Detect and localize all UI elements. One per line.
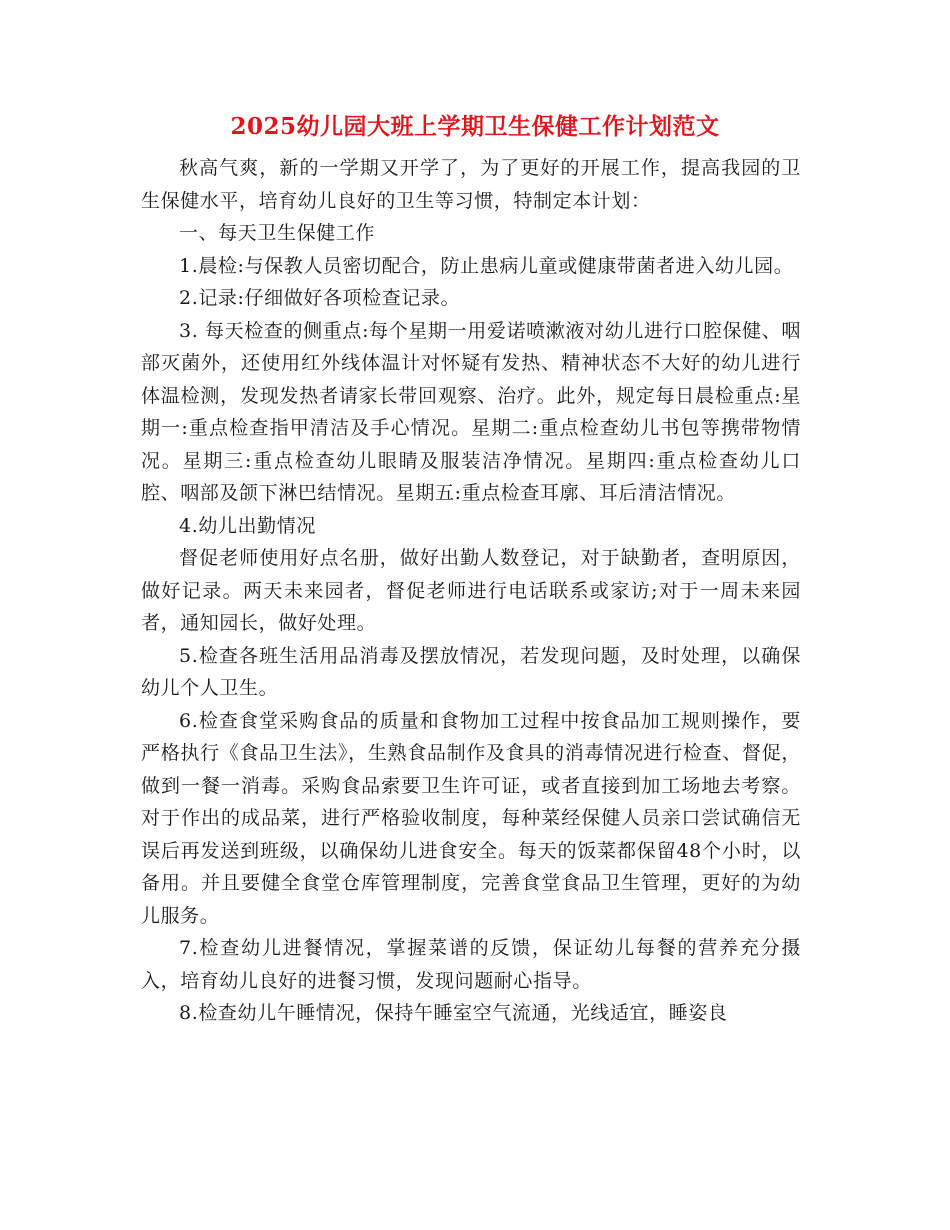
section-heading: 一、每天卫生保健工作 [179, 222, 376, 244]
document-title: 2025幼儿园大班上学期卫生保健工作计划范文 [230, 113, 720, 140]
document-body [141, 152, 801, 1030]
paragraph-item-8: 8.检查幼儿午睡情况，保持午睡室空气流通，光线适宜，睡姿良 [179, 1002, 728, 1024]
paragraph-item-5: 5.检查各班生活用品消毒及摆放情况，若发现问题，及时处理，以确保幼儿个人卫生。 [141, 644, 801, 699]
paragraph-item-6: 6.检查食堂采购食品的质量和食物加工过程中按食品加工规则操作，要严格执行《食品卫生法》，生熟食品制作及食具的消毒情况进行检查、督促，做到一餐一消毒。采购食品索要卫生许可证，或者直接到加工场地去考察。对于作出的成品菜，进行严格验收制度，每种菜经保健人员亲口尝试确信无误后再发送到班级，以确保幼儿进食安全。每天的饭菜都保留48个小时，以备用。并且要健全食堂仓库管理制度，完善食堂食品卫生管理，更好的为幼儿服务。 [141, 709, 801, 927]
paragraph-item-4-body: 督促老师使用好点名册，做好出勤人数登记，对于缺勤者，查明原因，做好记录。两天未来园者，督促老师进行电话联系或家访;对于一周未来园者，通知园长，做好处理。 [141, 547, 801, 634]
paragraph-item-2: 2.记录:仔细做好各项检查记录。 [179, 287, 461, 309]
paragraph-item-4-heading: 4.幼儿出勤情况 [179, 514, 316, 537]
paragraph-intro: 秋高气爽，新的一学期又开学了，为了更好的开展工作，提高我园的卫生保健水平，培育幼儿良好的卫生等习惯，特制定本计划： [141, 157, 801, 212]
paragraph-item-1: 1.晨检:与保教人员密切配合，防止患病儿童或健康带菌者进入幼儿园。 [179, 254, 794, 277]
paragraph-item-7: 7.检查幼儿进餐情况，掌握菜谱的反馈，保证幼儿每餐的营养充分摄入，培育幼儿良好的进餐习惯，发现问题耐心指导。 [141, 937, 801, 992]
paragraph-item-3: 3. 每天检查的侧重点:每个星期一用爱诺喷漱液对幼儿进行口腔保健、咽部灭菌外，还使用红外线体温计对怀疑有发热、精神状态不大好的幼儿进行体温检测，发现发热者请家长带回观察、治疗。此外，规定每日晨检重点:星期一:重点检查指甲清洁及手心情况。星期二:重点检查幼儿书包等携带物情况。星期三:重点检查幼儿眼睛及服装洁净情况。星期四:重点检查幼儿口腔、咽部及颌下淋巴结情况。星期五:重点检查耳廓、耳后清洁情况。 [141, 319, 801, 504]
